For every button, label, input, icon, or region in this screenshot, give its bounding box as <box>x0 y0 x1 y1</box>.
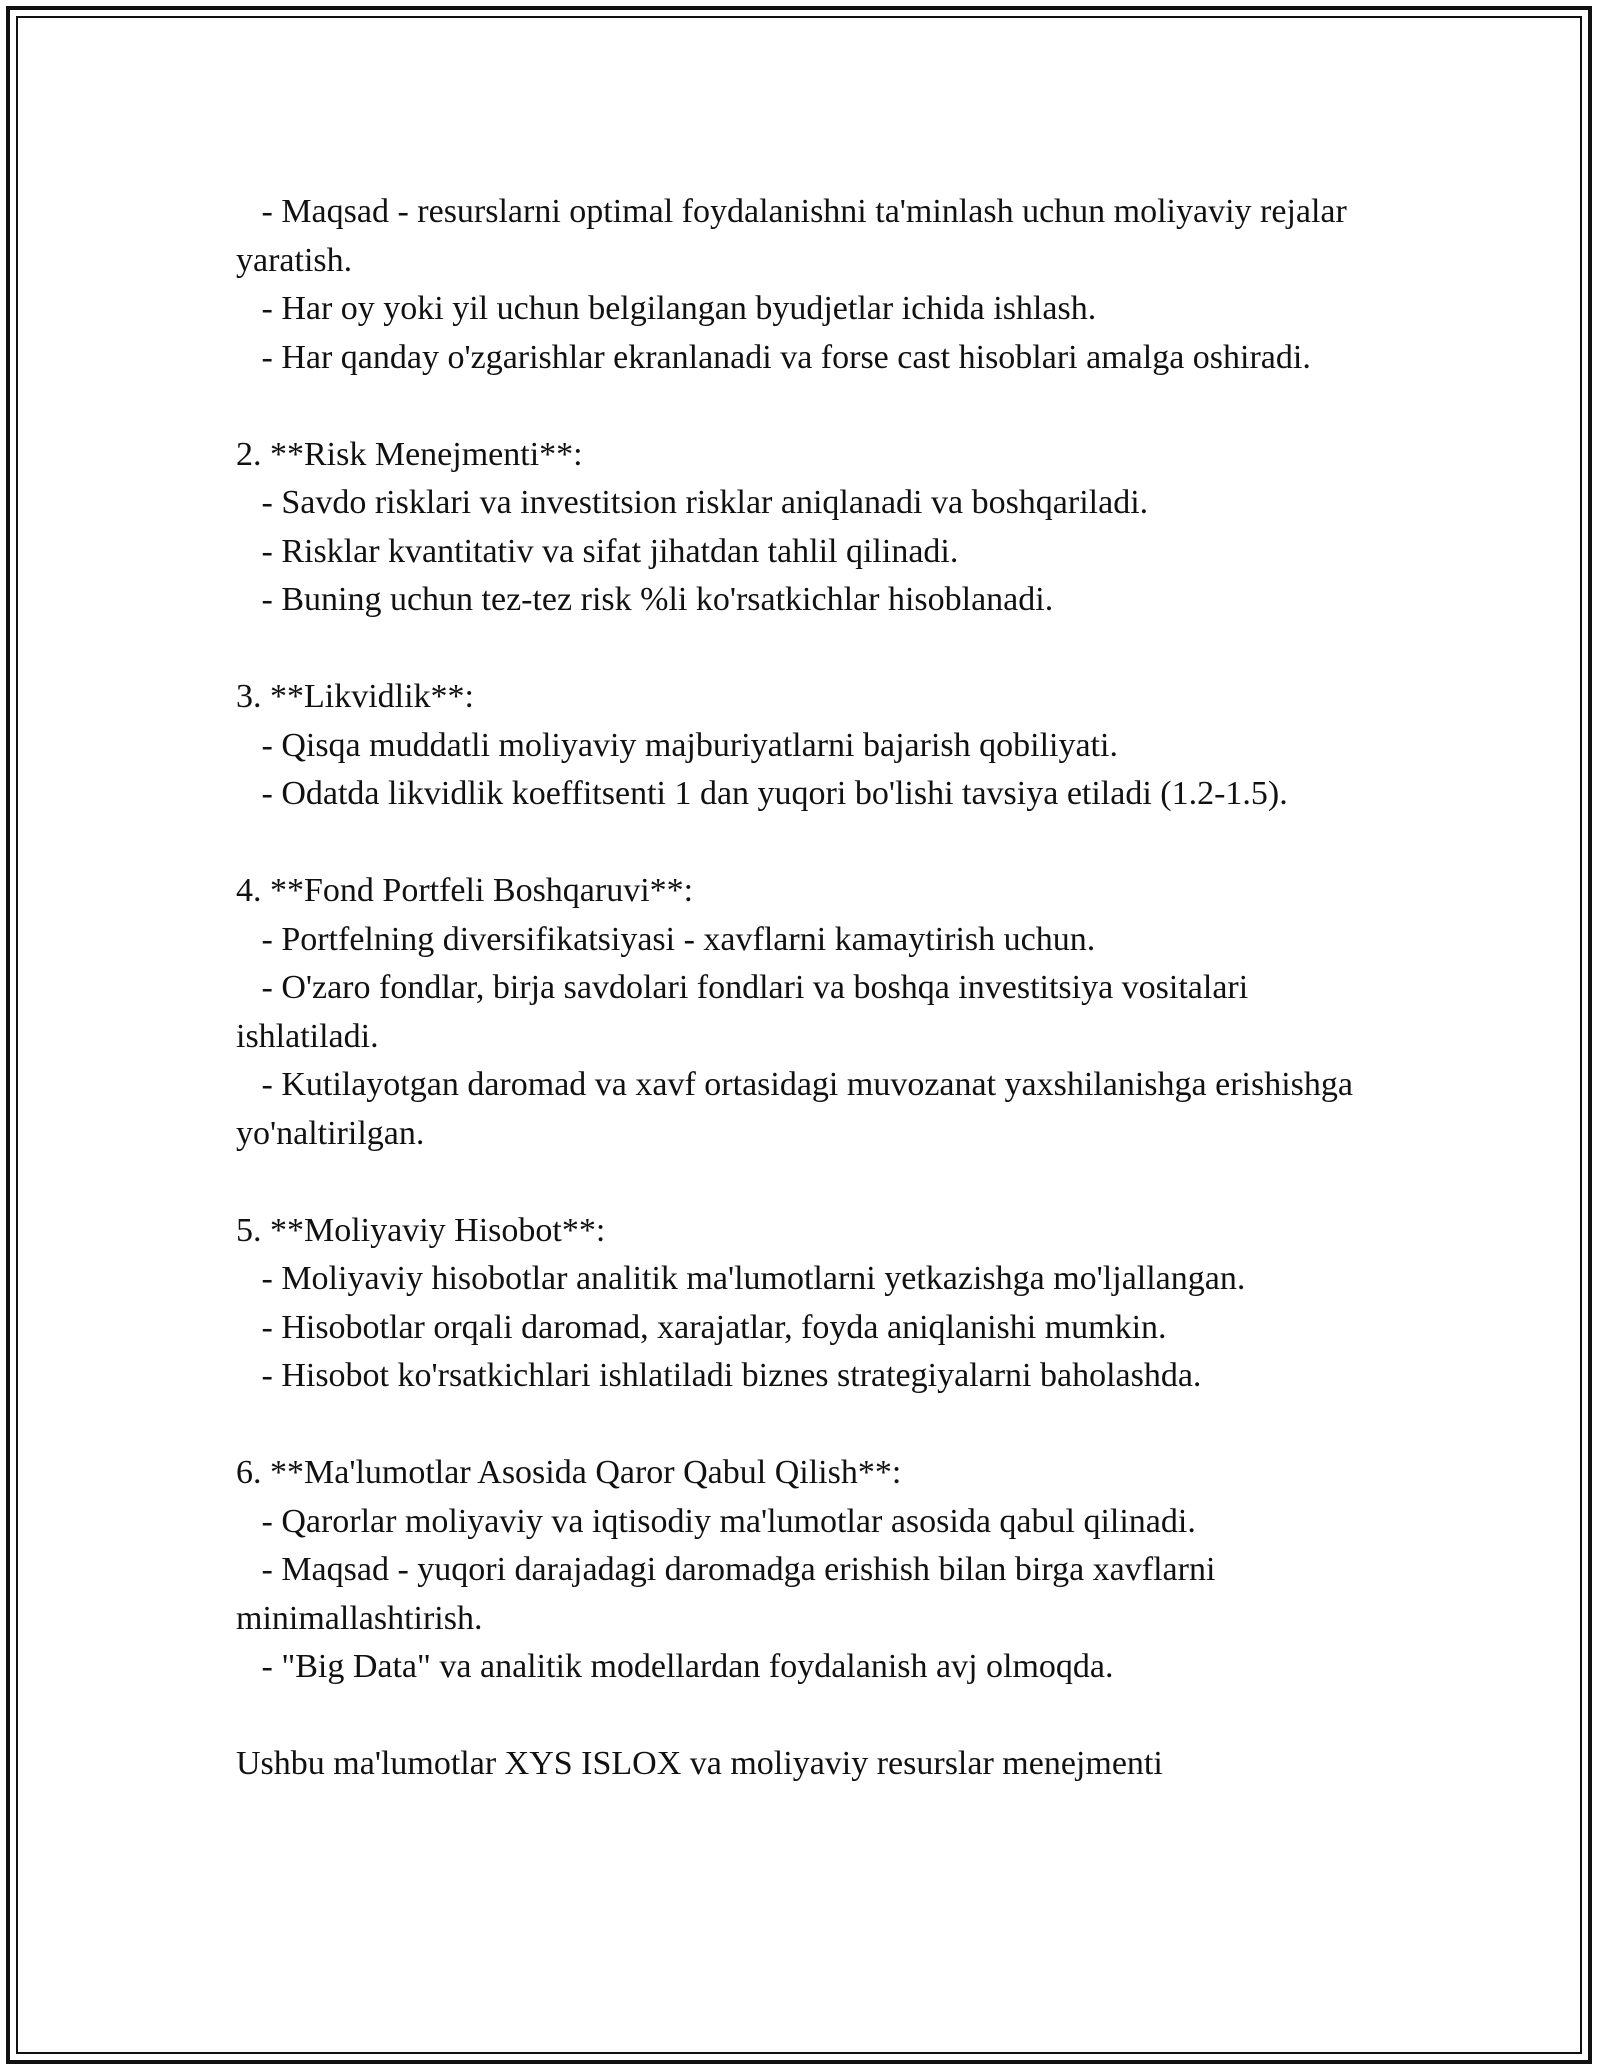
paragraph-gap <box>236 625 1376 674</box>
bullet-item: - Hisobot ko'rsatkichlari ishlatiladi biznes strategiyalarni baholashda. <box>236 1357 1202 1394</box>
paragraph-gap <box>236 382 1376 431</box>
bullet-item: - Qarorlar moliyaviy va iqtisodiy ma'lumotlar asosida qabul qilinadi. <box>236 1502 1196 1540</box>
paragraph-gap <box>236 1692 1376 1741</box>
paragraph-gap <box>236 819 1376 868</box>
bullet-item: - Maqsad - resurslarni optimal foydalanishni ta'minlash uchun moliyaviy rejalar yaratish. <box>236 193 1356 279</box>
intro-block <box>236 188 1376 382</box>
bullet-item: - Qisqa muddatli moliyaviy majburiyatlarni bajarish qobiliyati. <box>236 726 1118 764</box>
bullet-item: - "Big Data" va analitik modellardan foydalanish avj olmoqda. <box>236 1648 1114 1685</box>
bullet-item: - Har oy yoki yil uchun belgilangan byudjetlar ichida ishlash. <box>236 290 1097 327</box>
section-risk <box>236 431 1376 625</box>
bullet-item: - Har qanday o'zgarishlar ekranlanadi va forse cast hisoblari amalga oshiradi. <box>236 338 1311 376</box>
bullet-item: - Buning uchun tez-tez risk %li ko'rsatkichlar hisoblanadi. <box>236 581 1054 618</box>
section-reporting <box>236 1207 1376 1401</box>
bullet-item: - Hisobotlar orqali daromad, xarajatlar, foyda aniqlanishi mumkin. <box>236 1308 1167 1346</box>
section-heading: 6. **Ma'lumotlar Asosida Qaror Qabul Qilish**: <box>236 1454 902 1491</box>
bullet-item: - Risklar kvantitativ va sifat jihatdan tahlil qilinadi. <box>236 532 959 570</box>
bullet-item: - Odatda likvidlik koeffitsenti 1 dan yuqori bo'lishi tavsiya etiladi (1.2-1.5). <box>236 775 1288 812</box>
paragraph-gap <box>236 1401 1376 1450</box>
section-heading: 3. **Likvidlik**: <box>236 678 474 715</box>
bullet-item: - Savdo risklari va investitsion risklar aniqlanadi va boshqariladi. <box>236 484 1149 521</box>
bullet-item: - Moliyaviy hisobotlar analitik ma'lumotlarni yetkazishga mo'ljallangan. <box>236 1260 1246 1297</box>
section-liquidity <box>236 673 1376 819</box>
section-data-driven <box>236 1449 1376 1692</box>
bullet-item: - O'zaro fondlar, birja savdolari fondlari va boshqa investitsiya vositalari ishlatiladi. <box>236 969 1257 1055</box>
document-body <box>236 188 1376 1789</box>
paragraph-gap <box>236 1158 1376 1207</box>
section-portfolio <box>236 867 1376 1158</box>
section-heading: 5. **Moliyaviy Hisobot**: <box>236 1211 606 1249</box>
section-heading: 4. **Fond Portfeli Boshqaruvi**: <box>236 872 694 909</box>
bullet-item: - Kutilayotgan daromad va xavf ortasidagi muvozanat yaxshilanishga erishishga yo'naltirilgan. <box>236 1066 1362 1152</box>
section-heading: 2. **Risk Menejmenti**: <box>236 435 583 473</box>
bullet-item: - Portfelning diversifikatsiyasi - xavflarni kamaytirish uchun. <box>236 920 1096 958</box>
closing-paragraph: Ushbu ma'lumotlar XYS ISLOX va moliyaviy resurslar menejmenti <box>236 1745 1163 1782</box>
bullet-item: - Maqsad - yuqori darajadagi daromadga erishish bilan birga xavflarni minimallashtirish. <box>236 1551 1224 1637</box>
